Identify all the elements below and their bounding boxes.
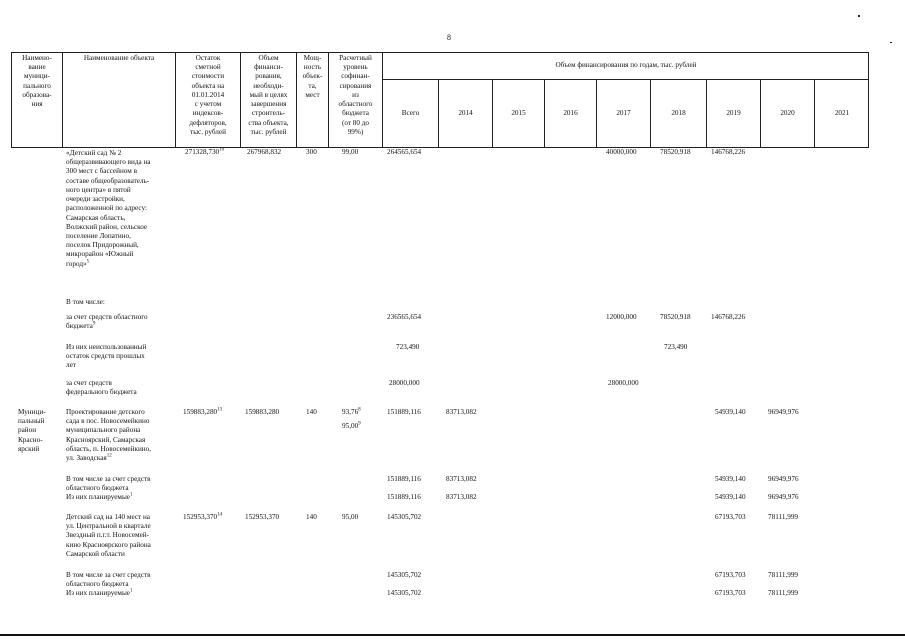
cofinancing-level-cell: 95,00$^9$ [342, 421, 361, 430]
header-object-name: Наименование объекта [83, 54, 155, 62]
object-name-cell: за счет средств областного бюджета$^9$ [66, 313, 148, 331]
year-2020-cell: 96949,976 [768, 408, 799, 416]
header-remaining-cost: Остаток сметной стоимости объекта на 01.01.2014 с учетом индексов- дефляторов, тыс. рублей [189, 54, 227, 136]
year-2014-cell: 83713,082 [446, 475, 477, 483]
header-year-2020: 2020 [780, 109, 795, 117]
object-name-cell: Из них неиспользованный остаток средств прошлых лет [66, 343, 147, 370]
header-year-2017: 2017 [616, 109, 631, 117]
object-name-cell: «Детский сад № 2 общеразвивающего вида на 300 мест с бассейном в составе общеобразователь- ного центра» в пятой очереди застройки, расположенной по адресу: Самарская область, Волжский район, сельское поселение Лопатино, поселок Придорожный, микрорайон «Южный город»$^5$ [66, 149, 151, 268]
year-2018-cell: 78520,918 [660, 313, 691, 321]
remaining-cost-cell: 159883,280$^{13}$ [183, 407, 223, 416]
total-cell: 236565,654 [387, 313, 422, 321]
cofinancing-level-cell: 99,00 [342, 148, 359, 156]
total-cell: 28000,000 [389, 379, 420, 387]
year-2019-cell: 67193,703 [715, 571, 746, 579]
total-cell: 151889,116 [387, 493, 421, 501]
total-cell: 151889,116 [387, 475, 421, 483]
page-bottom-rule [0, 634, 905, 636]
year-2017-cell: 40000,000 [606, 148, 637, 156]
year-2017-cell: 28000,000 [608, 379, 639, 387]
total-cell: 145305,702 [387, 513, 422, 521]
header-year-2016: 2016 [563, 109, 578, 117]
scan-mark [858, 15, 860, 17]
remaining-cost-cell: 271328,730$^{10}$ [185, 147, 225, 156]
header-financing-volume: Объем финанси- рования, необходи- мый в целях завершения строитель- ства объекта, тыс. рублей [248, 54, 289, 136]
cofinancing-level-cell: 93,76$^8$ [342, 407, 361, 416]
capacity-cell: 140 [306, 513, 317, 521]
total-cell: 145305,702 [387, 589, 422, 597]
year-2018-cell: 78520,918 [660, 148, 691, 156]
including-label: В том числе: [66, 298, 105, 306]
header-year-total: Всего [401, 109, 420, 117]
year-2017-cell: 12000,000 [606, 313, 637, 321]
total-cell: 264565,654 [387, 148, 422, 156]
year-2019-cell: 54939,140 [715, 493, 746, 501]
header-year-2014: 2014 [458, 109, 473, 117]
total-cell: 151889,116 [387, 408, 421, 416]
object-name-cell: В том числе за счет средств областного бюджета [66, 571, 151, 589]
year-2018-cell: 723,490 [664, 343, 688, 351]
header-year-2021: 2021 [834, 109, 850, 117]
header-cofinancing-level: Расчетный уровень софинан- сирования из областного бюджета (от 80 до 99%) [338, 54, 373, 136]
year-2020-cell: 78111,999 [768, 589, 799, 597]
capacity-cell: 140 [306, 408, 317, 416]
header-year-2015: 2015 [511, 109, 526, 117]
year-2020-cell: 96949,976 [768, 475, 799, 483]
total-cell: 723,490 [396, 343, 420, 351]
remaining-cost-cell: 152953,370$^{14}$ [183, 512, 223, 521]
year-2019-cell: 54939,140 [715, 408, 746, 416]
year-2020-cell: 96949,976 [768, 493, 799, 501]
header-by-years: Объем финансирования по годам, тыс. рублей [555, 61, 697, 69]
row-rule [382, 79, 869, 80]
object-name-cell: Детский сад на 140 мест на ул. Центральной в квартале Звездный п.г.т. Новосемей- кино Красноярского района Самарской области [66, 513, 151, 558]
object-name-cell: В том числе за счет средств областного бюджета [66, 475, 151, 493]
cofinancing-level-cell: 95,00 [342, 513, 359, 521]
year-2019-cell: 67193,703 [715, 589, 746, 597]
financing-volume-cell: 152953,370 [245, 513, 280, 521]
header-capacity: Мощ- ность объек- та, мест [302, 54, 323, 99]
year-2020-cell: 78111,999 [768, 513, 799, 521]
year-2020-cell: 78111,999 [768, 571, 799, 579]
year-2019-cell: 67193,703 [715, 513, 746, 521]
scan-mark [890, 42, 892, 43]
year-2014-cell: 83713,082 [446, 408, 477, 416]
financing-volume-cell: 159883,280 [245, 408, 280, 416]
header-year-2019: 2019 [726, 109, 741, 117]
year-2019-cell: 146768,226 [711, 148, 746, 156]
object-name-cell: Проектирование детского сада в пос. Новосемейкино муниципального района Красноярский, Самарская область, п. Новосемейкино, ул. Заводская$^{12}$ [66, 408, 152, 463]
page-number: 8 [447, 33, 451, 42]
total-cell: 145305,702 [387, 571, 422, 579]
object-name-cell: за счет средств федерального бюджета [66, 379, 137, 397]
capacity-cell: 300 [306, 148, 317, 156]
object-name-cell: Из них планируемые$^1$ [66, 492, 133, 501]
year-2014-cell: 83713,082 [446, 493, 477, 501]
header-municipality: Наимено- вание муници- пального образова- ния [22, 54, 52, 109]
object-name-cell: Из них планируемые$^1$ [66, 588, 133, 597]
year-2019-cell: 146768,226 [711, 313, 746, 321]
column-rule [62, 52, 63, 148]
municipality-cell: Муници- пальный район Красно- ярский [18, 408, 46, 453]
year-2019-cell: 54939,140 [715, 475, 746, 483]
financing-volume-cell: 267968,832 [247, 148, 282, 156]
header-year-2018: 2018 [671, 109, 686, 117]
